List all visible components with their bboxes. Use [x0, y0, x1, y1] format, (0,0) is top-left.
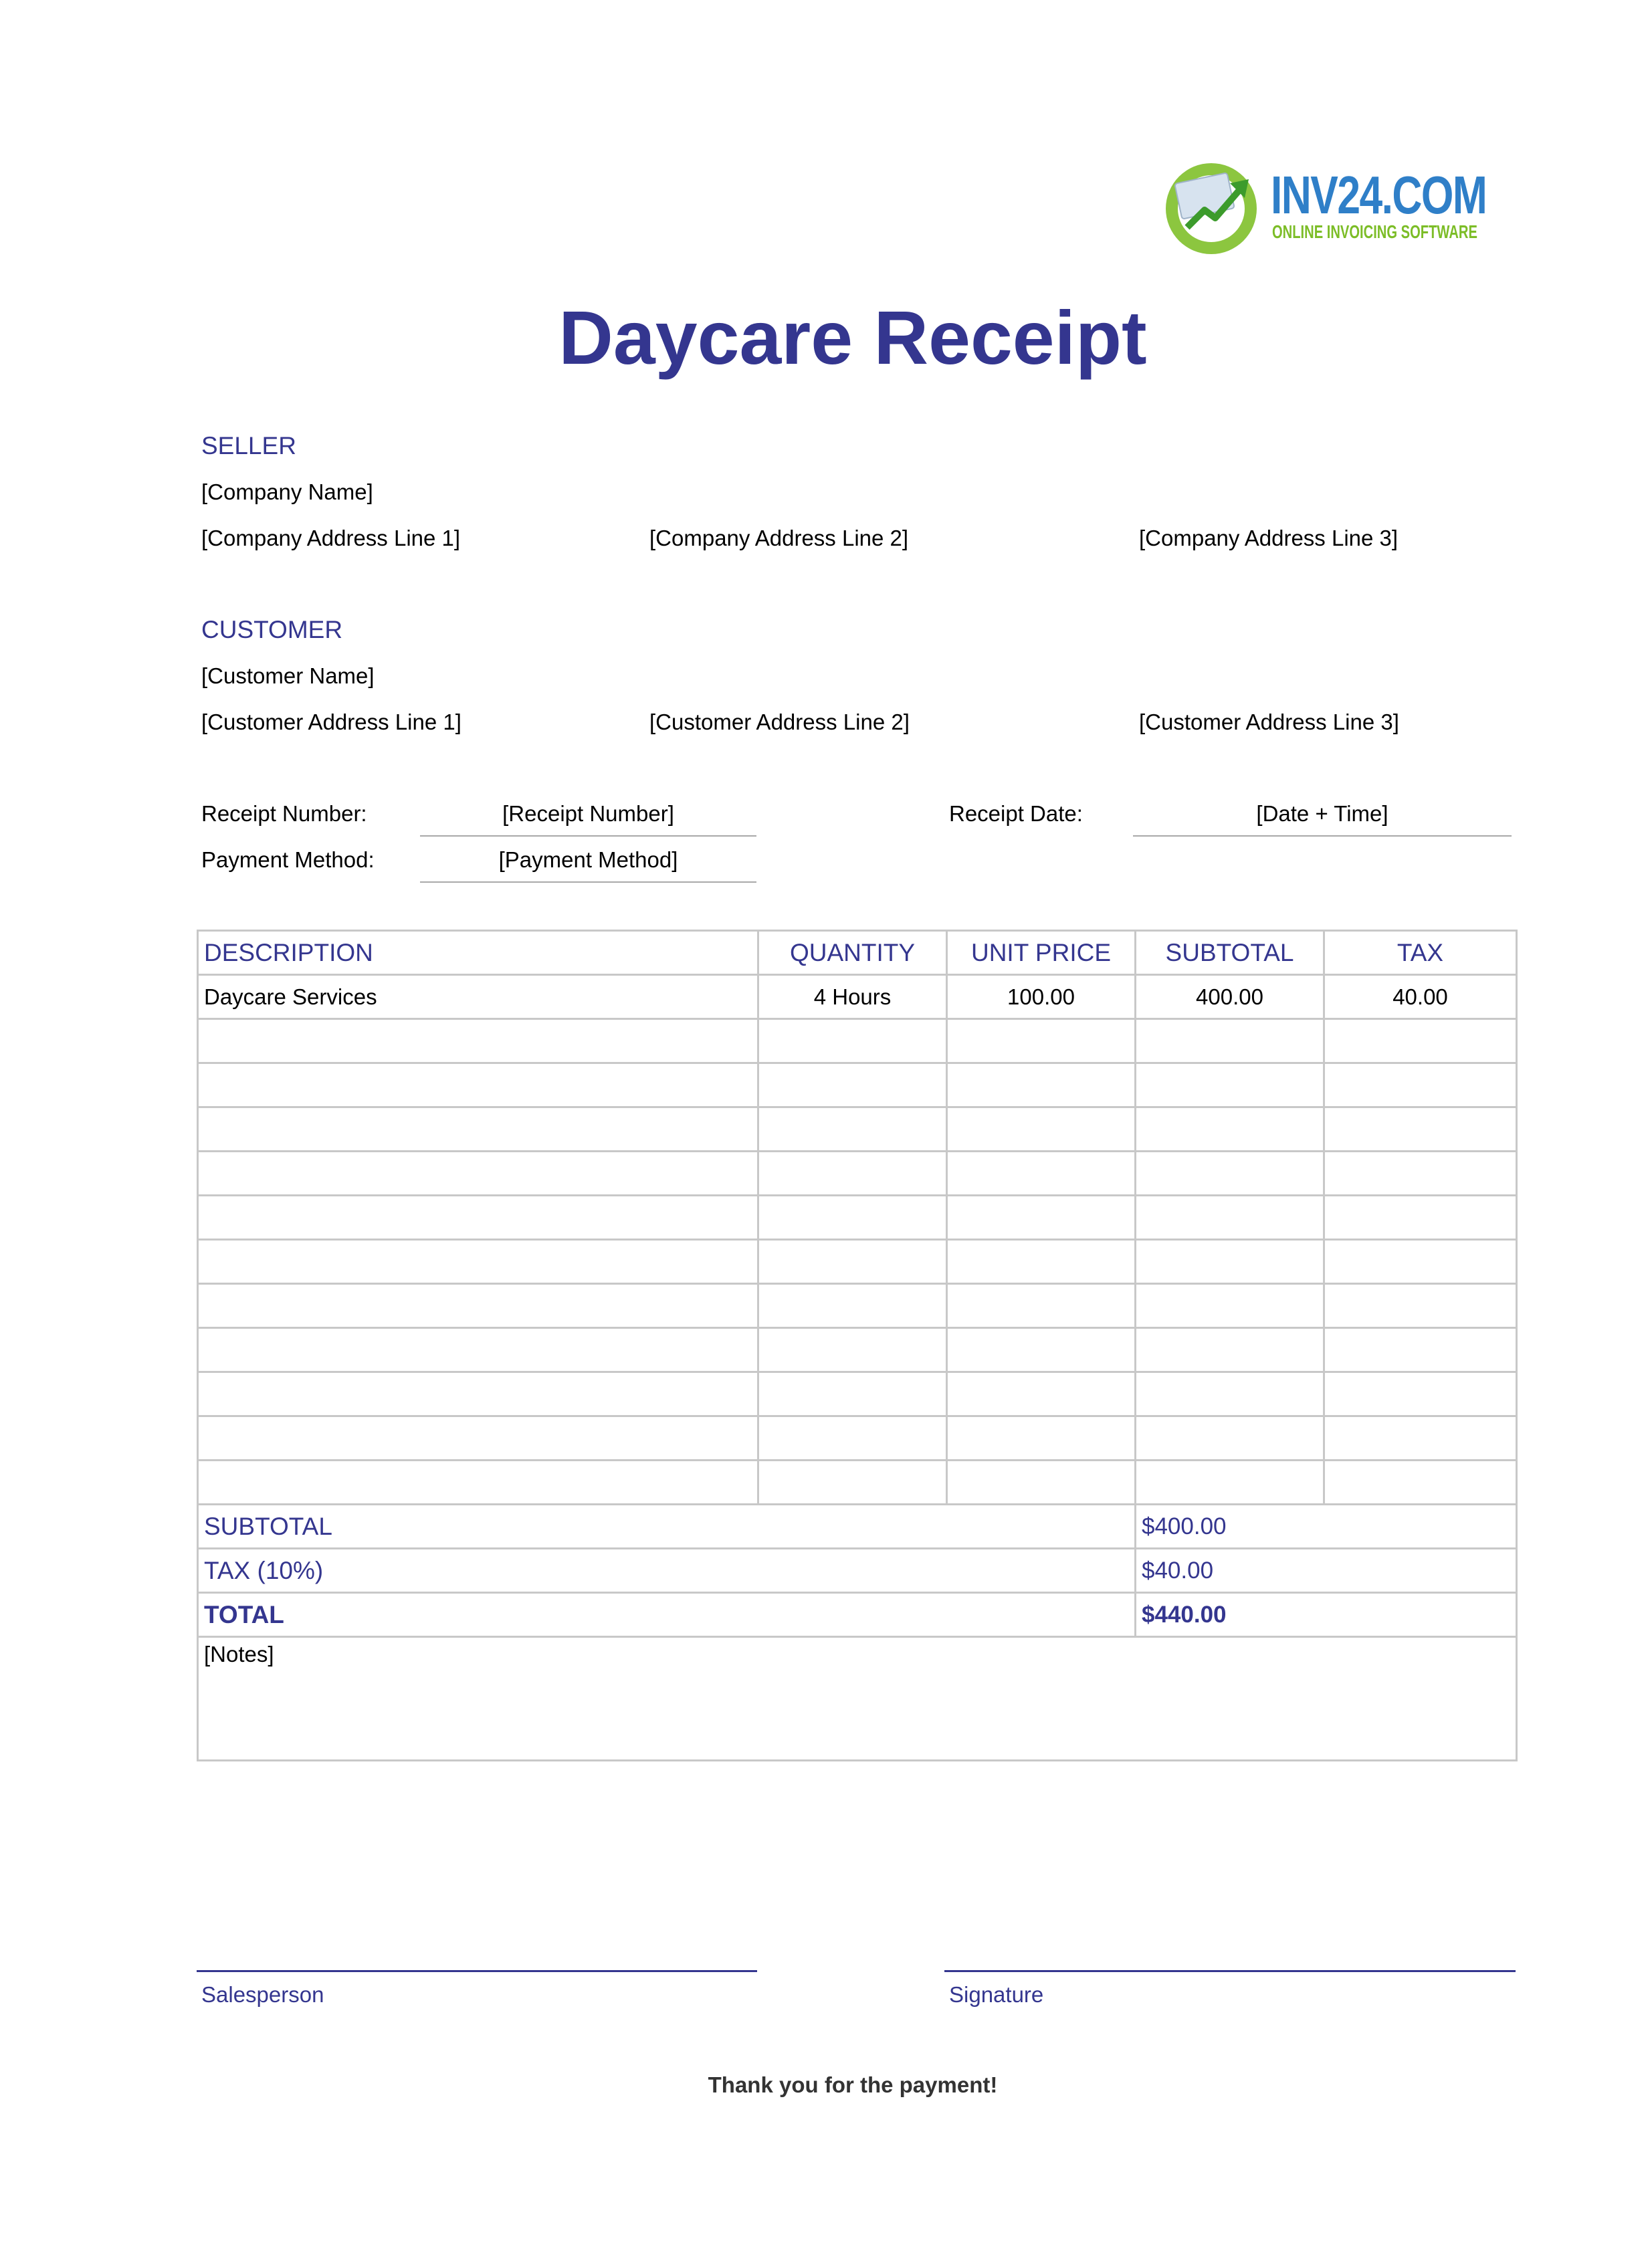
empty-cell [758, 1063, 947, 1107]
empty-cell [1136, 1284, 1324, 1328]
customer-address-line-3: [Customer Address Line 3] [1139, 710, 1399, 734]
empty-cell [947, 1372, 1136, 1416]
row-quantity: 4 Hours [758, 975, 947, 1019]
empty-cell [1324, 1107, 1517, 1152]
payment-method-underline [420, 881, 756, 883]
row-tax: 40.00 [1324, 975, 1517, 1019]
empty-cell [947, 1328, 1136, 1372]
subtotal-value: $400.00 [1136, 1505, 1517, 1549]
empty-table-row [198, 1416, 1517, 1461]
receipt-number-underline [420, 835, 756, 837]
empty-cell [1136, 1107, 1324, 1152]
empty-cell [758, 1240, 947, 1284]
empty-cell [198, 1284, 758, 1328]
seller-address-line-1: [Company Address Line 1] [201, 526, 461, 550]
empty-cell [1136, 1019, 1324, 1063]
empty-cell [947, 1416, 1136, 1461]
empty-cell [1324, 1196, 1517, 1240]
receipt-date-underline [1133, 835, 1512, 837]
signature-label: Signature [949, 1982, 1044, 2007]
salesperson-label: Salesperson [201, 1982, 324, 2007]
empty-table-row [198, 1196, 1517, 1240]
empty-cell [758, 1107, 947, 1152]
empty-cell [198, 1107, 758, 1152]
empty-cell [1136, 1372, 1324, 1416]
header-quantity: QUANTITY [758, 931, 947, 975]
page-title: Daycare Receipt [558, 296, 1147, 380]
empty-cell [1324, 1416, 1517, 1461]
receipt-number-value: [Receipt Number] [502, 801, 674, 826]
subtotal-row [198, 1505, 1517, 1549]
header-subtotal: SUBTOTAL [1136, 931, 1324, 975]
header-tax: TAX [1324, 931, 1517, 975]
logo-tagline: ONLINE INVOICING SOFTWARE [1272, 221, 1477, 242]
table-header-row [198, 931, 1517, 975]
row-description: Daycare Services [198, 975, 758, 1019]
salesperson-line [197, 1970, 757, 1972]
empty-cell [1324, 1063, 1517, 1107]
empty-cell [1324, 1372, 1517, 1416]
empty-cell [1324, 1019, 1517, 1063]
seller-address-line-3: [Company Address Line 3] [1139, 526, 1399, 550]
empty-cell [1136, 1063, 1324, 1107]
empty-cell [198, 1152, 758, 1196]
customer-address-line-1: [Customer Address Line 1] [201, 710, 461, 734]
empty-table-row [198, 1019, 1517, 1063]
empty-table-row [198, 1284, 1517, 1328]
empty-cell [1136, 1196, 1324, 1240]
logo-name: INV24.COM [1271, 165, 1487, 225]
empty-table-row [198, 1107, 1517, 1152]
empty-cell [198, 1196, 758, 1240]
header-unit-price: UNIT PRICE [947, 931, 1136, 975]
empty-cell [947, 1284, 1136, 1328]
thank-you-message: Thank you for the payment! [708, 2072, 998, 2097]
invoice-logo-icon [1160, 154, 1267, 261]
empty-table-row [198, 1152, 1517, 1196]
empty-cell [758, 1461, 947, 1505]
total-row [198, 1593, 1517, 1637]
empty-cell [1136, 1328, 1324, 1372]
empty-cell [1324, 1328, 1517, 1372]
empty-table-row [198, 1372, 1517, 1416]
signature-line [944, 1970, 1516, 1972]
empty-cell [758, 1152, 947, 1196]
empty-cell [1324, 1240, 1517, 1284]
seller-address-line-2: [Company Address Line 2] [649, 526, 909, 550]
table-row [198, 975, 1517, 1019]
empty-cell [758, 1416, 947, 1461]
empty-cell [947, 1461, 1136, 1505]
customer-heading: CUSTOMER [201, 616, 343, 643]
row-unit-price: 100.00 [947, 975, 1136, 1019]
empty-cell [947, 1240, 1136, 1284]
empty-cell [198, 1372, 758, 1416]
row-subtotal: 400.00 [1136, 975, 1324, 1019]
customer-address-line-2: [Customer Address Line 2] [649, 710, 910, 734]
tax-row [198, 1549, 1517, 1593]
notes-row [198, 1637, 1517, 1761]
seller-heading: SELLER [201, 432, 296, 459]
empty-cell [758, 1019, 947, 1063]
empty-cell [947, 1152, 1136, 1196]
empty-cell [198, 1416, 758, 1461]
total-label: TOTAL [198, 1593, 1136, 1637]
customer-name: [Customer Name] [201, 663, 375, 688]
payment-method-value: [Payment Method] [498, 847, 678, 872]
empty-cell [758, 1196, 947, 1240]
empty-cell [947, 1107, 1136, 1152]
empty-table-row [198, 1240, 1517, 1284]
empty-cell [198, 1461, 758, 1505]
empty-cell [198, 1019, 758, 1063]
empty-table-row [198, 1328, 1517, 1372]
receipt-date-label: Receipt Date: [949, 801, 1083, 826]
empty-cell [1324, 1284, 1517, 1328]
receipt-number-label: Receipt Number: [201, 801, 367, 826]
empty-cell [1324, 1152, 1517, 1196]
empty-cell [758, 1328, 947, 1372]
seller-name: [Company Name] [201, 479, 373, 504]
tax-value: $40.00 [1136, 1549, 1517, 1593]
empty-cell [947, 1196, 1136, 1240]
empty-cell [758, 1372, 947, 1416]
empty-cell [1136, 1416, 1324, 1461]
receipt-date-value: [Date + Time] [1256, 801, 1388, 826]
empty-cell [198, 1328, 758, 1372]
subtotal-label: SUBTOTAL [198, 1505, 1136, 1549]
empty-table-row [198, 1461, 1517, 1505]
empty-cell [1136, 1240, 1324, 1284]
items-table [197, 930, 1518, 1761]
empty-cell [198, 1063, 758, 1107]
empty-cell [947, 1063, 1136, 1107]
notes-field[interactable]: [Notes] [198, 1637, 1517, 1761]
empty-cell [1324, 1461, 1517, 1505]
header-description: DESCRIPTION [198, 931, 758, 975]
total-value: $440.00 [1136, 1593, 1517, 1637]
empty-cell [1136, 1461, 1324, 1505]
payment-method-label: Payment Method: [201, 847, 375, 872]
empty-cell [1136, 1152, 1324, 1196]
tax-label: TAX (10%) [198, 1549, 1136, 1593]
empty-table-row [198, 1063, 1517, 1107]
empty-cell [947, 1019, 1136, 1063]
empty-cell [758, 1284, 947, 1328]
empty-cell [198, 1240, 758, 1284]
